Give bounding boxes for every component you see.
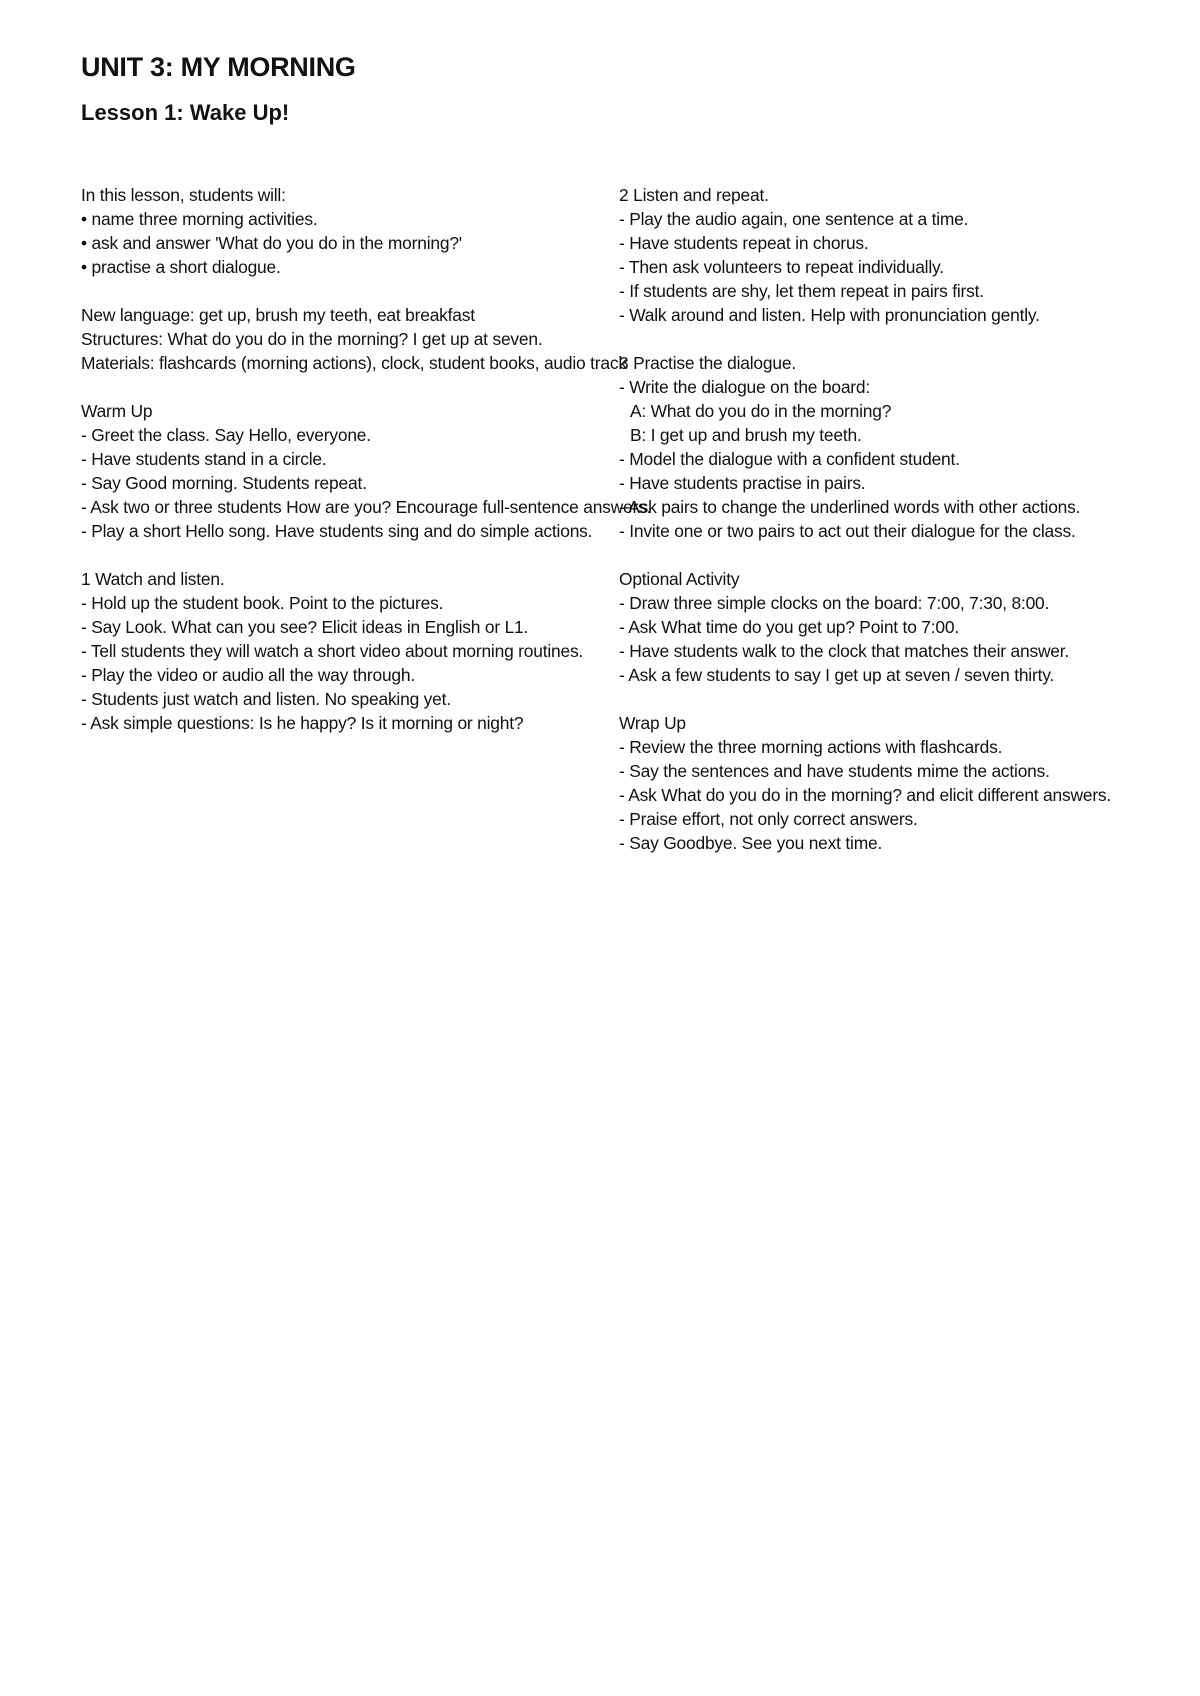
wrap-up-step: - Ask What do you do in the morning? and elicit different answers.	[619, 785, 1112, 805]
left-column	[81, 183, 651, 735]
unit-title: UNIT 3: MY MORNING	[81, 52, 356, 82]
practise-dialogue-step: - Have students practise in pairs.	[619, 473, 866, 493]
spacer	[81, 375, 651, 399]
structures-line: Structures: What do you do in the morning? I get up at seven.	[81, 329, 543, 349]
wrap-up-section	[619, 711, 1111, 855]
watch-listen-heading: 1 Watch and listen.	[81, 569, 225, 589]
spacer	[619, 687, 1111, 711]
listen-repeat-step: - Have students repeat in chorus.	[619, 233, 869, 253]
practise-dialogue-step: - Write the dialogue on the board:	[619, 377, 871, 397]
listen-repeat-step: - Then ask volunteers to repeat individually.	[619, 257, 944, 277]
watch-listen-step: - Students just watch and listen. No speaking yet.	[81, 689, 451, 709]
dialogue-line-a: A: What do you do in the morning?	[630, 401, 892, 421]
warm-up-step: - Ask two or three students How are you? Encourage full-sentence answers.	[81, 497, 652, 517]
optional-activity-step: - Ask a few students to say I get up at seven / seven thirty.	[619, 665, 1055, 685]
optional-activity-step: - Ask What time do you get up? Point to 7:00.	[619, 617, 959, 637]
practise-dialogue-section	[619, 351, 1111, 543]
watch-listen-step: - Ask simple questions: Is he happy? Is it morning or night?	[81, 713, 524, 733]
objectives-intro: In this lesson, students will:	[81, 185, 286, 205]
wrap-up-heading: Wrap Up	[619, 713, 686, 733]
wrap-up-step: - Say the sentences and have students mime the actions.	[619, 761, 1050, 781]
warm-up-step: - Say Good morning. Students repeat.	[81, 473, 367, 493]
practise-dialogue-step: - Ask pairs to change the underlined words with other actions.	[619, 497, 1081, 517]
listen-repeat-step: - If students are shy, let them repeat in pairs first.	[619, 281, 984, 301]
objective-item: • practise a short dialogue.	[81, 257, 281, 277]
materials-line: Materials: flashcards (morning actions), clock, student books, audio track	[81, 353, 627, 373]
watch-listen-step: - Say Look. What can you see? Elicit ideas in English or L1.	[81, 617, 529, 637]
listen-repeat-section	[619, 183, 1111, 327]
listen-repeat-heading: 2 Listen and repeat.	[619, 185, 769, 205]
warm-up-step: - Play a short Hello song. Have students sing and do simple actions.	[81, 521, 593, 541]
optional-activity-step: - Have students walk to the clock that matches their answer.	[619, 641, 1070, 661]
right-column	[619, 183, 1111, 855]
lesson-title: Lesson 1: Wake Up!	[81, 100, 290, 125]
objectives-section	[81, 183, 651, 279]
warm-up-step: - Have students stand in a circle.	[81, 449, 327, 469]
spacer	[619, 543, 1111, 567]
watch-listen-step: - Hold up the student book. Point to the pictures.	[81, 593, 444, 613]
new-language-line: New language: get up, brush my teeth, eat breakfast	[81, 305, 475, 325]
watch-listen-section	[81, 567, 651, 735]
watch-listen-step: - Tell students they will watch a short video about morning routines.	[81, 641, 584, 661]
warm-up-step: - Greet the class. Say Hello, everyone.	[81, 425, 371, 445]
dialogue-line-b: B: I get up and brush my teeth.	[630, 425, 862, 445]
wrap-up-step: - Say Goodbye. See you next time.	[619, 833, 883, 853]
listen-repeat-step: - Play the audio again, one sentence at a time.	[619, 209, 969, 229]
practise-dialogue-heading: 3 Practise the dialogue.	[619, 353, 796, 373]
listen-repeat-step: - Walk around and listen. Help with pronunciation gently.	[619, 305, 1040, 325]
wrap-up-step: - Praise effort, not only correct answers.	[619, 809, 918, 829]
practise-dialogue-step: - Invite one or two pairs to act out their dialogue for the class.	[619, 521, 1076, 541]
warm-up-section	[81, 399, 651, 543]
lesson-info-section	[81, 303, 651, 375]
optional-activity-section	[619, 567, 1111, 687]
watch-listen-step: - Play the video or audio all the way through.	[81, 665, 415, 685]
warm-up-heading: Warm Up	[81, 401, 153, 421]
spacer	[81, 543, 651, 567]
practise-dialogue-step: - Model the dialogue with a confident student.	[619, 449, 960, 469]
spacer	[619, 327, 1111, 351]
optional-activity-heading: Optional Activity	[619, 569, 740, 589]
objective-item: • ask and answer 'What do you do in the morning?'	[81, 233, 462, 253]
wrap-up-step: - Review the three morning actions with flashcards.	[619, 737, 1003, 757]
optional-activity-step: - Draw three simple clocks on the board: 7:00, 7:30, 8:00.	[619, 593, 1050, 613]
objective-item: • name three morning activities.	[81, 209, 318, 229]
spacer	[81, 279, 651, 303]
